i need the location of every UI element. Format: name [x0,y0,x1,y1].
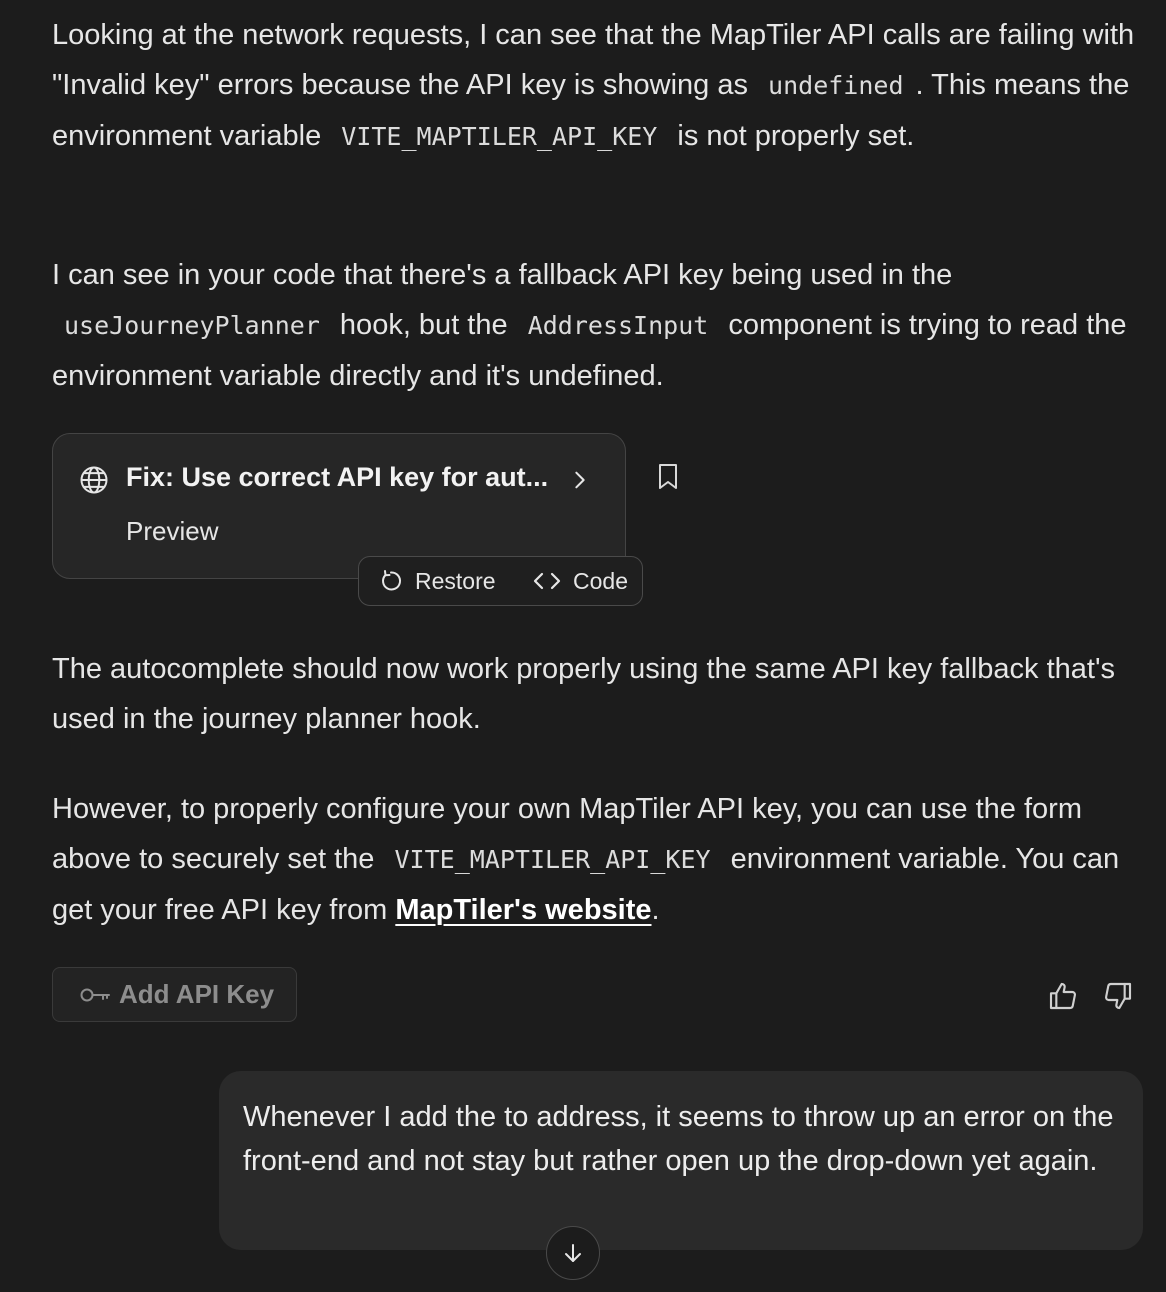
assistant-paragraph-4: However, to properly configure your own MapTiler API key, you can use the form above to securely set the VITE_MAPTILER_API_KEY environment variable. You can get your free API key from MapTiler's website. [52,793,1120,926]
add-api-key-button[interactable]: Add API Key [52,967,297,1022]
code-icon [533,570,561,592]
bookmark-icon[interactable] [656,463,680,491]
scroll-to-bottom-button[interactable] [546,1226,600,1280]
version-card-subtitle: Preview [126,516,219,546]
restore-icon [379,569,403,593]
inline-code-env-var: VITE_MAPTILER_API_KEY [394,845,711,874]
arrow-down-icon [561,1241,585,1265]
thumbs-up-icon[interactable] [1047,980,1079,1012]
inline-code-undefined: undefined [768,71,904,100]
key-icon [79,985,111,1005]
user-message-text: Whenever I add the to address, it seems to throw up an error on the front-end and not stay but rather open up the drop-down yet again. [243,1101,1114,1177]
user-message-bubble [219,1071,1143,1250]
restore-button[interactable]: Restore [379,557,496,605]
inline-code-hook: useJourneyPlanner [64,311,320,340]
inline-code-component: AddressInput [527,311,709,340]
code-button[interactable]: Code [533,557,628,605]
version-card-title: Fix: Use correct API key for aut... [126,462,549,492]
assistant-paragraph-3: The autocomplete should now work properly using the same API key fallback that's used in the journey planner hook. [52,653,1115,735]
assistant-paragraph-2: I can see in your code that there's a fallback API key being used in the useJourneyPlanner hook, but the AddressInput component is trying to read the environment variable directly and it's undefined. [52,259,1127,392]
chevron-right-icon[interactable] [569,468,591,492]
globe-icon [79,465,109,495]
version-actions [358,556,643,606]
assistant-paragraph-1: Looking at the network requests, I can see that the MapTiler API calls are failing with "Invalid key" errors because the API key is showing as undefined . This means the environment variable VITE_MAPTILER_API_KEY is not properly set. [52,19,1135,152]
thumbs-down-icon[interactable] [1102,980,1134,1012]
maptiler-website-link[interactable]: MapTiler's website [395,894,652,926]
inline-code-env-var: VITE_MAPTILER_API_KEY [341,122,658,151]
